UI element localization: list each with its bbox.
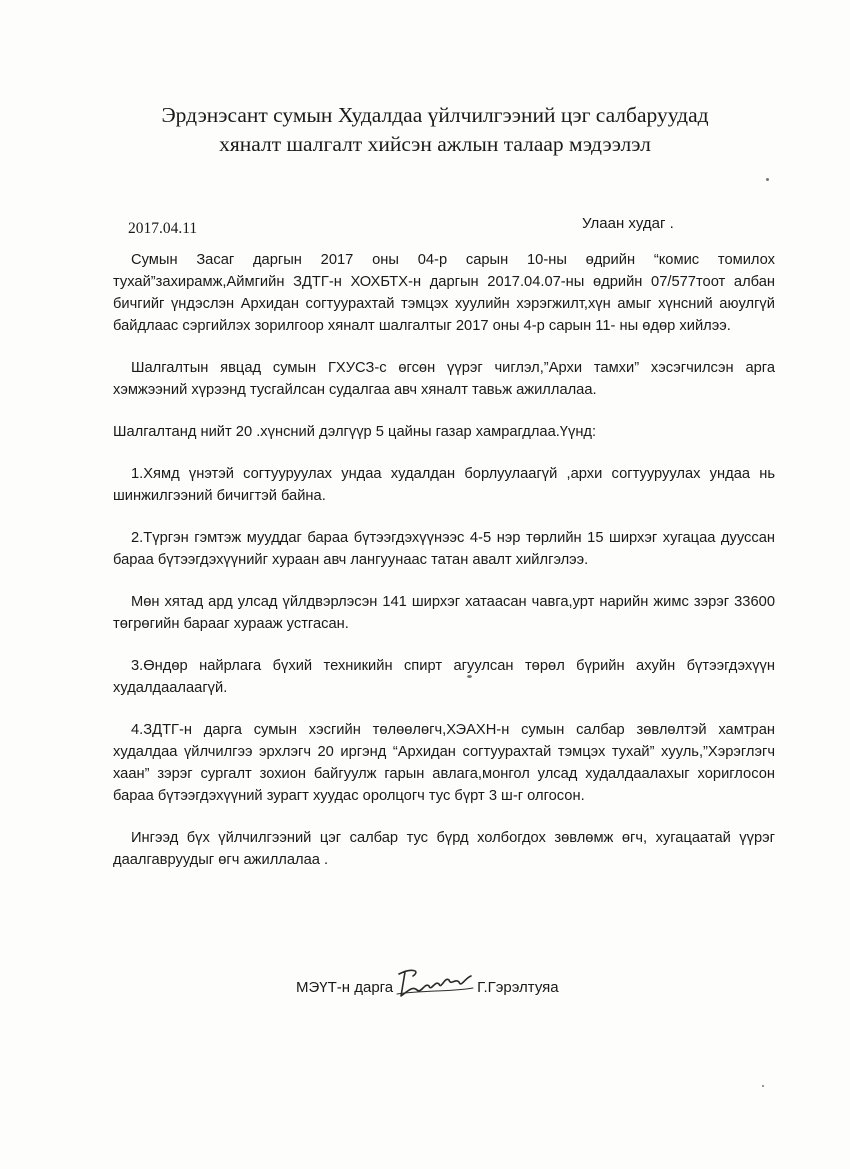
paragraph-inspection-course: Шалгалтын явцад сумын ГХУСЗ-с өгсөн үүрэг чиглэл,”Архи тамхи” хэсэгчилсэн арга хэмжээний хүрээнд тусгайлсан судалгаа авч хяналт тавьж ажиллалаа.: [113, 360, 775, 398]
paragraph-finding-2b: Мөн хятад ард улсад үйлдвэрлэсэн 141 ширхэг хатаасан чавга,урт нарийн жимс зэрэг 33600 төгрөгийн барааг хураaж устгасан.: [113, 594, 775, 632]
paragraph-basis: Сумын Засаг даргын 2017 оны 04-р сарын 10-ны өдрийн “комис томилох тухай”захирамж,Аймгийн ЗДТГ-н ХОХБТХ-н даргын 2017.04.07-ны өдрийн 07/577тоот албан бичгийг үндэслэн Архидан согтуурахтай тэмцэх хуулийн хэрэгжилт,хүн амыг хүнсний аюулгүй байдлаас сэргийлэх зорилгоор хяналт шалгалтыг 2017 оны 4-р сарын 11- ны өдөр хийлээ.: [113, 252, 775, 334]
paragraph-finding-4: 4.ЗДТГ-н дарга сумын хэсгийн төлөөлөгч,ХЭАХН-н сумын салбар зөвлөлтэй хамтран худалдаа үйлчилгээ эрхлэгч 20 иргэнд “Архидан согтуурахтай тэмцэх тухай” хууль,”Хэрэглэгч хаан” зэрэг сургалт зохион байгуулж гарын авлага,монгол улсад худалдаалахыг хориглосон бараа бүтээгдэхүүний зурагт хуудас оролцогч тус бүрт 3 ш-г олгосон.: [113, 722, 775, 804]
paragraph-coverage: Шалгалтанд нийт 20 .хүнсний дэлгүүр 5 цайны газар хамрагдлаа.Үүнд:: [113, 424, 597, 440]
document-place: Улаан худаг .: [582, 215, 674, 232]
paragraph-finding-2: 2.Түргэн гэмтэж мууддаг бараа бүтээгдэхүүнээс 4-5 нэр төрлийн 15 ширхэг хугацаа дууссан бараа бүтээгдэхүүнийг хураан авч лангуунаас татан авалт хийлгэлээ.: [113, 530, 775, 568]
scan-speck: [467, 675, 472, 678]
paragraph-conclusion: Ингээд бүх үйлчилгээний цэг салбар тус бүрд холбогдох зөвлөмж өгч, хугацаатай үүрэг даалгавруудыг өгч ажиллалаа .: [113, 830, 775, 868]
signature-block: [296, 966, 559, 996]
signer-position: МЭҮТ-н дарга: [296, 979, 394, 996]
title-line-1: Эрдэнэсант сумын Худалдаа үйлчилгээний цэг салбаруудад: [161, 103, 709, 127]
document-title: [100, 101, 770, 159]
paragraph-finding-3: 3.Өндөр найрлага бүхий техникийн спирт агуулсан төрөл бүрийн ахуйн бүтээгдэхүүн худалдаалаагүй.: [113, 658, 775, 696]
scan-speck: [762, 1085, 764, 1087]
document-body: [113, 249, 775, 891]
document-date: 2017.04.11: [128, 220, 198, 237]
scan-speck: [766, 178, 769, 181]
title-line-2: хяналт шалгалт хийсэн ажлын талаар мэдээлэл: [219, 132, 651, 156]
paragraph-finding-1: 1.Хямд үнэтэй согтууруулах ундаа худалдан борлуулаагүй ,архи согтууруулах ундаа нь шинжилгээний бичигтэй байна.: [113, 466, 775, 504]
signer-name: Г.Гэрэлтуяа: [477, 979, 559, 996]
handwritten-signature: [395, 966, 475, 1000]
